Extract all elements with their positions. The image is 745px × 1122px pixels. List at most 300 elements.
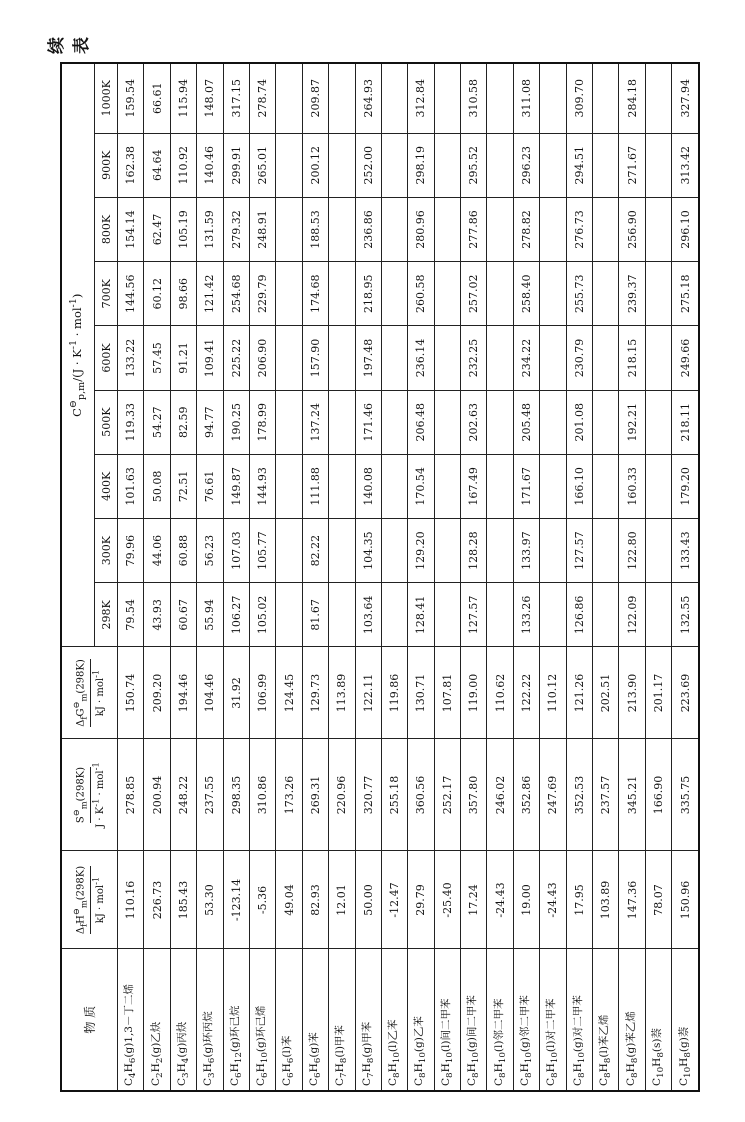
heat-capacity-cell: 284.18 (619, 63, 645, 133)
heat-capacity-cell: 104.35 (355, 519, 381, 583)
table-row (381, 63, 407, 1091)
heat-capacity-cell: 91.21 (170, 326, 196, 390)
heat-capacity-cell: 119.33 (118, 390, 144, 454)
heat-capacity-cell (329, 63, 355, 133)
heat-capacity-cell (645, 133, 671, 197)
substance-cell: $C_6H_6(g)$苯 (302, 949, 328, 1091)
heat-capacity-cell: 317.15 (223, 63, 249, 133)
heat-capacity-cell: 103.64 (355, 583, 381, 647)
enthalpy-cell: 53.30 (197, 851, 223, 949)
heat-capacity-cell: 55.94 (197, 583, 223, 647)
heat-capacity-cell (540, 519, 566, 583)
heat-capacity-cell (329, 262, 355, 326)
heat-capacity-cell (329, 197, 355, 261)
heat-capacity-cell: 236.86 (355, 197, 381, 261)
gibbs-cell: 129.73 (302, 647, 328, 739)
enthalpy-cell: -12.47 (381, 851, 407, 949)
heat-capacity-cell (593, 133, 619, 197)
heat-capacity-cell: 126.86 (566, 583, 592, 647)
heat-capacity-cell: 271.67 (619, 133, 645, 197)
entropy-cell: 269.31 (302, 739, 328, 851)
heat-capacity-cell: 167.49 (461, 454, 487, 518)
substance-cell: $C_6H_6(l)$苯 (276, 949, 302, 1091)
heat-capacity-cell: 179.20 (672, 454, 699, 518)
substance-cell: $C_4H_6(g)1,3-$丁二烯 (118, 949, 144, 1091)
heat-capacity-cell (540, 454, 566, 518)
heat-capacity-cell: 312.84 (408, 63, 434, 133)
heat-capacity-cell: 170.54 (408, 454, 434, 518)
heat-capacity-cell: 162.38 (118, 133, 144, 197)
enthalpy-cell: 103.89 (593, 851, 619, 949)
entropy-cell: 345.21 (619, 739, 645, 851)
heat-capacity-cell (434, 133, 460, 197)
entropy-header (61, 739, 118, 851)
heat-capacity-cell: 278.74 (249, 63, 275, 133)
heat-capacity-cell (645, 326, 671, 390)
heat-capacity-cell: 230.79 (566, 326, 592, 390)
heat-capacity-cell: 137.24 (302, 390, 328, 454)
heat-capacity-cell (276, 133, 302, 197)
heat-capacity-cell: 279.32 (223, 197, 249, 261)
heat-capacity-cell: 260.58 (408, 262, 434, 326)
entropy-cell: 278.85 (118, 739, 144, 851)
heat-capacity-cell: 131.59 (197, 197, 223, 261)
heat-capacity-cell: 122.09 (619, 583, 645, 647)
heat-capacity-cell: 225.22 (223, 326, 249, 390)
heat-capacity-cell: 280.96 (408, 197, 434, 261)
heat-capacity-cell (329, 390, 355, 454)
heat-capacity-cell: 295.52 (461, 133, 487, 197)
gibbs-cell: 202.51 (593, 647, 619, 739)
heat-capacity-cell (645, 262, 671, 326)
heat-capacity-cell: 249.66 (672, 326, 699, 390)
gibbs-cell: 104.46 (197, 647, 223, 739)
heat-capacity-cell: 82.59 (170, 390, 196, 454)
heat-capacity-header: $C^⊖_{p,m}/(J \cdot K^{-1} \cdot mol^{-1})$ (61, 63, 95, 647)
heat-capacity-cell: 57.45 (144, 326, 170, 390)
gibbs-cell: 124.45 (276, 647, 302, 739)
heat-capacity-cell: 265.01 (249, 133, 275, 197)
enthalpy-cell: -24.43 (540, 851, 566, 949)
heat-capacity-cell: 252.00 (355, 133, 381, 197)
heat-capacity-cell: 56.23 (197, 519, 223, 583)
heat-capacity-cell (329, 326, 355, 390)
heat-capacity-cell: 174.68 (302, 262, 328, 326)
heat-capacity-cell (434, 519, 460, 583)
heat-capacity-cell: 144.56 (118, 262, 144, 326)
heat-capacity-cell: 278.82 (513, 197, 539, 261)
gibbs-cell: 122.22 (513, 647, 539, 739)
heat-capacity-cell: 171.67 (513, 454, 539, 518)
heat-capacity-cell: 202.63 (461, 390, 487, 454)
enthalpy-cell: -5.36 (249, 851, 275, 949)
table-row (329, 63, 355, 1091)
heat-capacity-cell: 296.23 (513, 133, 539, 197)
heat-capacity-cell: 44.06 (144, 519, 170, 583)
temp-col-header: 400K (95, 454, 118, 518)
enthalpy-cell: 17.95 (566, 851, 592, 949)
heat-capacity-cell (487, 454, 513, 518)
heat-capacity-cell (276, 262, 302, 326)
heat-capacity-cell (329, 133, 355, 197)
entropy-cell: 298.35 (223, 739, 249, 851)
substance-cell: $C_8H_{10}(l)$乙苯 (381, 949, 407, 1091)
table-row (302, 63, 328, 1091)
heat-capacity-cell (434, 326, 460, 390)
substance-cell: $C_7H_8(g)$甲苯 (355, 949, 381, 1091)
table-row (223, 63, 249, 1091)
heat-capacity-cell: 157.90 (302, 326, 328, 390)
enthalpy-cell: 150.96 (672, 851, 699, 949)
heat-capacity-cell: 313.42 (672, 133, 699, 197)
enthalpy-cell: 226.73 (144, 851, 170, 949)
heat-capacity-cell: 60.88 (170, 519, 196, 583)
heat-capacity-cell: 127.57 (461, 583, 487, 647)
heat-capacity-cell (645, 519, 671, 583)
heat-capacity-cell: 178.99 (249, 390, 275, 454)
enthalpy-cell: -25.40 (434, 851, 460, 949)
table-row (513, 63, 539, 1091)
temp-col-header: 500K (95, 390, 118, 454)
heat-capacity-cell (381, 519, 407, 583)
enthalpy-cell: 12.01 (329, 851, 355, 949)
heat-capacity-cell: 122.80 (619, 519, 645, 583)
enthalpy-cell: 82.93 (302, 851, 328, 949)
entropy-cell: 237.55 (197, 739, 223, 851)
heat-capacity-cell: 121.42 (197, 262, 223, 326)
heat-capacity-cell (645, 63, 671, 133)
heat-capacity-cell: 101.63 (118, 454, 144, 518)
table-row (170, 63, 196, 1091)
heat-capacity-cell (593, 519, 619, 583)
gibbs-cell: 107.81 (434, 647, 460, 739)
heat-capacity-cell (645, 390, 671, 454)
heat-capacity-cell: 200.12 (302, 133, 328, 197)
heat-capacity-cell: 310.58 (461, 63, 487, 133)
enthalpy-cell: 147.36 (619, 851, 645, 949)
heat-capacity-cell (645, 197, 671, 261)
table-row (593, 63, 619, 1091)
heat-capacity-cell (540, 63, 566, 133)
heat-capacity-cell: 81.67 (302, 583, 328, 647)
heat-capacity-cell (329, 583, 355, 647)
table-row (408, 63, 434, 1091)
table-row (461, 63, 487, 1091)
heat-capacity-cell: 43.93 (144, 583, 170, 647)
entropy-cell: 220.96 (329, 739, 355, 851)
header-row-1 (61, 63, 95, 1091)
heat-capacity-cell: 201.08 (566, 390, 592, 454)
heat-capacity-cell: 264.93 (355, 63, 381, 133)
temp-col-header: 800K (95, 197, 118, 261)
heat-capacity-cell: 197.48 (355, 326, 381, 390)
heat-capacity-cell (381, 326, 407, 390)
heat-capacity-cell: 218.95 (355, 262, 381, 326)
gibbs-cell: 223.69 (672, 647, 699, 739)
heat-capacity-cell: 188.53 (302, 197, 328, 261)
heat-capacity-cell (381, 454, 407, 518)
enthalpy-header-num: $\Delta_fH^⊖_m(298K)$ (71, 866, 91, 934)
heat-capacity-cell (381, 63, 407, 133)
heat-capacity-cell: 105.19 (170, 197, 196, 261)
entropy-header-num: $S^⊖_m(298K)$ (71, 767, 91, 823)
enthalpy-header-unit: kJ · mol$^{-1}$ (90, 876, 107, 924)
heat-capacity-cell: 248.91 (249, 197, 275, 261)
enthalpy-cell: 17.24 (461, 851, 487, 949)
heat-capacity-cell (540, 262, 566, 326)
heat-capacity-cell: 82.22 (302, 519, 328, 583)
gibbs-cell: 130.71 (408, 647, 434, 739)
table-row (355, 63, 381, 1091)
substance-cell: $C_8H_{10}(g)$乙苯 (408, 949, 434, 1091)
heat-capacity-cell: 60.12 (144, 262, 170, 326)
substance-cell: $C_8H_{10}(l)$间二甲苯 (434, 949, 460, 1091)
gibbs-cell: 110.12 (540, 647, 566, 739)
substance-cell: $C_6H_{12}(g)$环己烷 (223, 949, 249, 1091)
heat-capacity-cell: 277.86 (461, 197, 487, 261)
heat-capacity-cell (540, 197, 566, 261)
temp-col-header: 700K (95, 262, 118, 326)
gibbs-cell: 106.99 (249, 647, 275, 739)
enthalpy-cell: 19.00 (513, 851, 539, 949)
gibbs-cell: 201.17 (645, 647, 671, 739)
heat-capacity-cell: 166.10 (566, 454, 592, 518)
thermo-data-table (60, 62, 700, 1092)
substance-cell: $C_3H_4(g)$丙炔 (170, 949, 196, 1091)
heat-capacity-cell: 206.90 (249, 326, 275, 390)
heat-capacity-cell: 256.90 (619, 197, 645, 261)
table-row (276, 63, 302, 1091)
heat-capacity-cell (487, 519, 513, 583)
heat-capacity-cell (540, 133, 566, 197)
heat-capacity-cell: 140.46 (197, 133, 223, 197)
enthalpy-cell: 78.07 (645, 851, 671, 949)
heat-capacity-cell (593, 583, 619, 647)
enthalpy-cell: -24.43 (487, 851, 513, 949)
entropy-cell: 352.86 (513, 739, 539, 851)
heat-capacity-cell: 76.61 (197, 454, 223, 518)
heat-capacity-cell: 111.88 (302, 454, 328, 518)
heat-capacity-cell (381, 197, 407, 261)
substance-cell: $C_{10}H_8(s)$萘 (645, 949, 671, 1091)
temp-col-header: 1000K (95, 63, 118, 133)
heat-capacity-cell: 298.19 (408, 133, 434, 197)
heat-capacity-cell (276, 326, 302, 390)
gibbs-cell: 119.86 (381, 647, 407, 739)
substance-cell: $C_8H_{10}(g)$间二甲苯 (461, 949, 487, 1091)
heat-capacity-cell: 132.55 (672, 583, 699, 647)
heat-capacity-cell: 296.10 (672, 197, 699, 261)
heat-capacity-cell: 133.22 (118, 326, 144, 390)
heat-capacity-cell: 160.33 (619, 454, 645, 518)
substance-header: 物 质 (61, 949, 118, 1091)
heat-capacity-cell (276, 197, 302, 261)
heat-capacity-cell (329, 519, 355, 583)
substance-cell: $C_8H_8(g)$苯乙烯 (619, 949, 645, 1091)
table-row (566, 63, 592, 1091)
substance-cell: $C_8H_{10}(l)$对二甲苯 (540, 949, 566, 1091)
heat-capacity-cell (329, 454, 355, 518)
heat-capacity-cell (645, 583, 671, 647)
heat-capacity-cell: 275.18 (672, 262, 699, 326)
table-row (619, 63, 645, 1091)
heat-capacity-cell: 129.20 (408, 519, 434, 583)
heat-capacity-cell (593, 454, 619, 518)
heat-capacity-cell (381, 262, 407, 326)
table-row (672, 63, 699, 1091)
enthalpy-cell: 110.16 (118, 851, 144, 949)
heat-capacity-cell: 309.70 (566, 63, 592, 133)
table-row (197, 63, 223, 1091)
gibbs-cell: 209.20 (144, 647, 170, 739)
heat-capacity-cell: 232.25 (461, 326, 487, 390)
entropy-cell: 247.69 (540, 739, 566, 851)
heat-capacity-cell: 64.64 (144, 133, 170, 197)
heat-capacity-cell: 98.66 (170, 262, 196, 326)
entropy-cell: 357.80 (461, 739, 487, 851)
gibbs-cell: 194.46 (170, 647, 196, 739)
gibbs-cell: 119.00 (461, 647, 487, 739)
enthalpy-cell: 49.04 (276, 851, 302, 949)
heat-capacity-cell (276, 390, 302, 454)
heat-capacity-cell: 257.02 (461, 262, 487, 326)
entropy-cell: 173.26 (276, 739, 302, 851)
heat-capacity-cell: 54.27 (144, 390, 170, 454)
heat-capacity-cell (381, 583, 407, 647)
heat-capacity-cell: 140.08 (355, 454, 381, 518)
temp-col-header: 300K (95, 519, 118, 583)
heat-capacity-cell: 110.92 (170, 133, 196, 197)
heat-capacity-cell: 133.26 (513, 583, 539, 647)
substance-cell: $C_2H_2(g)$乙炔 (144, 949, 170, 1091)
gibbs-cell: 113.89 (329, 647, 355, 739)
heat-capacity-cell (434, 63, 460, 133)
heat-capacity-cell (540, 390, 566, 454)
table-row (645, 63, 671, 1091)
heat-capacity-cell (276, 519, 302, 583)
substance-cell: $C_7H_8(l)$甲苯 (329, 949, 355, 1091)
enthalpy-cell: -123.14 (223, 851, 249, 949)
entropy-cell: 237.57 (593, 739, 619, 851)
entropy-cell: 310.86 (249, 739, 275, 851)
heat-capacity-cell (434, 262, 460, 326)
temp-col-header: 600K (95, 326, 118, 390)
heat-capacity-cell (487, 197, 513, 261)
gibbs-header (61, 647, 118, 739)
gibbs-cell: 31.92 (223, 647, 249, 739)
entropy-cell: 320.77 (355, 739, 381, 851)
substance-cell: $C_8H_{10}(g)$邻二甲苯 (513, 949, 539, 1091)
heat-capacity-cell: 190.25 (223, 390, 249, 454)
heat-capacity-cell (487, 63, 513, 133)
page-title: 续 表 (47, 31, 92, 54)
heat-capacity-cell: 79.96 (118, 519, 144, 583)
heat-capacity-cell: 258.40 (513, 262, 539, 326)
enthalpy-header (61, 851, 118, 949)
heat-capacity-cell (593, 63, 619, 133)
gibbs-cell: 122.11 (355, 647, 381, 739)
heat-capacity-cell (276, 583, 302, 647)
heat-capacity-cell: 209.87 (302, 63, 328, 133)
heat-capacity-cell: 255.73 (566, 262, 592, 326)
substance-cell: $C_6H_{10}(g)$环己烯 (249, 949, 275, 1091)
table-row (118, 63, 144, 1091)
heat-capacity-cell (276, 63, 302, 133)
heat-capacity-cell: 149.87 (223, 454, 249, 518)
heat-capacity-cell (487, 133, 513, 197)
heat-capacity-cell (434, 454, 460, 518)
table-row (144, 63, 170, 1091)
heat-capacity-cell: 50.08 (144, 454, 170, 518)
substance-cell: $C_3H_6(g)$环丙烷 (197, 949, 223, 1091)
heat-capacity-cell: 109.41 (197, 326, 223, 390)
heat-capacity-cell: 133.97 (513, 519, 539, 583)
heat-capacity-cell: 115.94 (170, 63, 196, 133)
heat-capacity-cell: 107.03 (223, 519, 249, 583)
heat-capacity-cell: 254.68 (223, 262, 249, 326)
heat-capacity-cell: 128.28 (461, 519, 487, 583)
heat-capacity-cell: 154.14 (118, 197, 144, 261)
heat-capacity-cell: 144.93 (249, 454, 275, 518)
table-row (487, 63, 513, 1091)
heat-capacity-cell: 128.41 (408, 583, 434, 647)
enthalpy-cell: 29.79 (408, 851, 434, 949)
heat-capacity-cell (487, 390, 513, 454)
temp-col-header: 298K (95, 583, 118, 647)
heat-capacity-cell (276, 454, 302, 518)
table-row (434, 63, 460, 1091)
heat-capacity-cell (593, 197, 619, 261)
heat-capacity-cell: 236.14 (408, 326, 434, 390)
gibbs-cell: 150.74 (118, 647, 144, 739)
heat-capacity-cell: 206.48 (408, 390, 434, 454)
table-body (118, 63, 700, 1091)
heat-capacity-cell (487, 583, 513, 647)
heat-capacity-cell: 327.94 (672, 63, 699, 133)
heat-capacity-cell (645, 454, 671, 518)
substance-cell: $C_{10}H_8(g)$萘 (672, 949, 699, 1091)
heat-capacity-cell: 229.79 (249, 262, 275, 326)
heat-capacity-cell (593, 390, 619, 454)
entropy-cell: 335.75 (672, 739, 699, 851)
heat-capacity-cell: 311.08 (513, 63, 539, 133)
heat-capacity-cell: 105.02 (249, 583, 275, 647)
heat-capacity-cell: 66.61 (144, 63, 170, 133)
heat-capacity-cell: 192.21 (619, 390, 645, 454)
heat-capacity-cell: 294.51 (566, 133, 592, 197)
entropy-cell: 166.90 (645, 739, 671, 851)
heat-capacity-cell: 60.67 (170, 583, 196, 647)
entropy-cell: 246.02 (487, 739, 513, 851)
heat-capacity-cell: 159.54 (118, 63, 144, 133)
substance-cell: $C_8H_8(l)$苯乙烯 (593, 949, 619, 1091)
heat-capacity-cell (540, 326, 566, 390)
heat-capacity-cell: 72.51 (170, 454, 196, 518)
heat-capacity-cell: 133.43 (672, 519, 699, 583)
heat-capacity-cell: 127.57 (566, 519, 592, 583)
table-row (249, 63, 275, 1091)
gibbs-header-num: $\Delta_fG^⊖_m(298K)$ (71, 659, 91, 727)
enthalpy-cell: 185.43 (170, 851, 196, 949)
heat-capacity-cell: 79.54 (118, 583, 144, 647)
enthalpy-cell: 50.00 (355, 851, 381, 949)
entropy-cell: 360.56 (408, 739, 434, 851)
heat-capacity-cell: 62.47 (144, 197, 170, 261)
heat-capacity-cell (434, 583, 460, 647)
heat-capacity-cell (593, 326, 619, 390)
heat-capacity-cell: 105.77 (249, 519, 275, 583)
heat-capacity-cell (434, 197, 460, 261)
